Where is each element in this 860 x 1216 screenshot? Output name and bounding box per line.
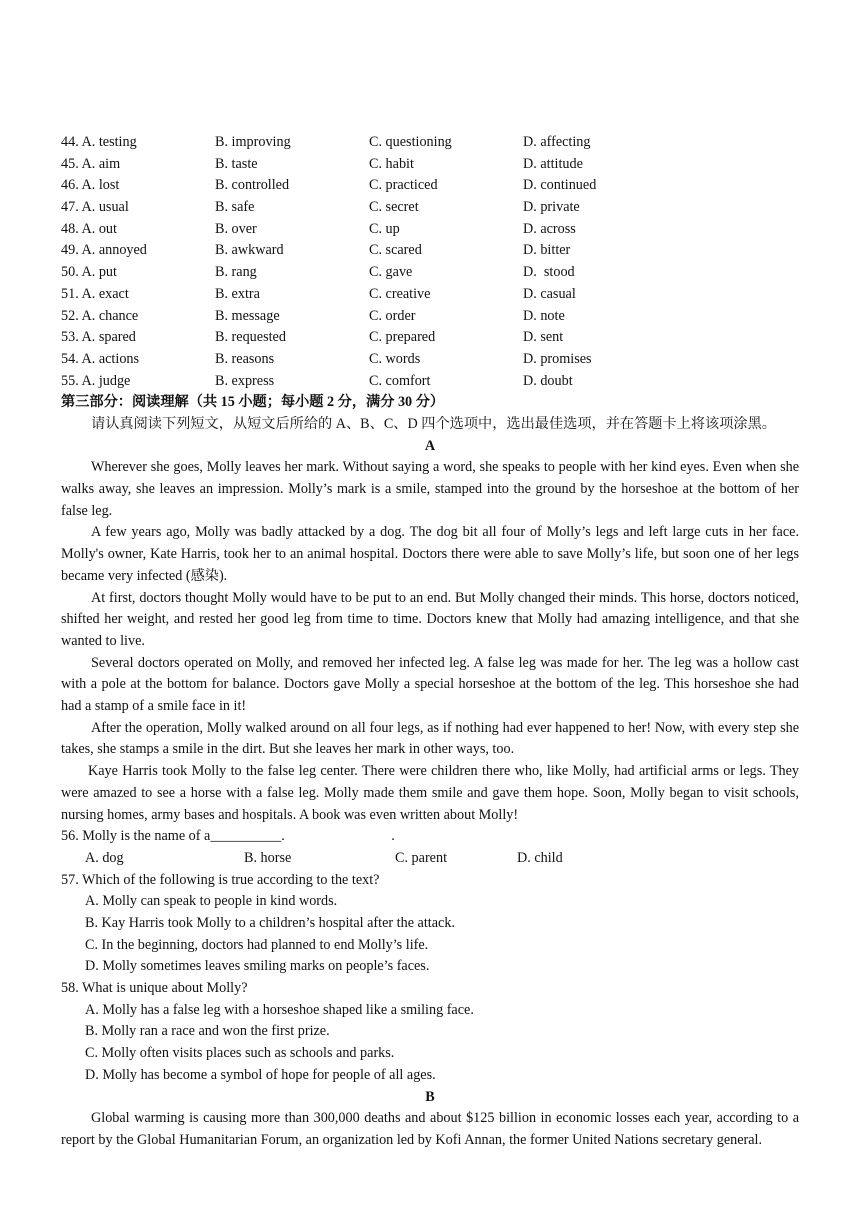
option-d: D. child xyxy=(517,849,563,866)
option-d: D. Molly sometimes leaves smiling marks on people’s faces. xyxy=(85,958,430,975)
passage-paragraph: Wherever she goes, Molly leaves her mark. Without saying a word, she speaks to people with her kind eyes. Even when she walks away, she leaves an impression. Molly’s mark is a smile, stamped into the ground by the horseshoe at the bottom of her false leg. xyxy=(61,459,799,519)
option-a: 53. A. spared xyxy=(61,329,136,346)
question-56-stem: 56. Molly is the name of a__________. . xyxy=(61,828,395,845)
section-title: 第三部分：阅读理解（共 15 小题；每小题 2 分，满分 30 分） xyxy=(61,394,445,411)
option-a: 46. A. lost xyxy=(61,177,120,194)
option-b: B. controlled xyxy=(215,177,290,194)
question-56-options xyxy=(61,848,799,870)
passage-paragraph: After the operation, Molly walked around on all four legs, as if nothing had ever happened to her! Now, with every step she takes, she stamps a smile in the dirt. But she leaves her mark in other ways, too. xyxy=(61,719,799,758)
option-a: A. Molly can speak to people in kind words. xyxy=(85,893,338,910)
option-row xyxy=(61,349,799,371)
option-c: C. comfort xyxy=(369,372,431,389)
option-row xyxy=(61,175,799,197)
passage-paragraph: A few years ago, Molly was badly attacked by a dog. The dog bit all four of Molly’s legs and left large cuts in her face. Molly's owner, Kate Harris, took her to an animal hospital. Doctors there were able to save Molly’s life, but soon one of her legs became very infected (感染). xyxy=(61,524,799,584)
option-d: D. attitude xyxy=(523,155,583,172)
option-row xyxy=(61,240,799,262)
option-c: C. parent xyxy=(395,849,448,866)
option-d: D. across xyxy=(523,220,576,237)
option-a: 48. A. out xyxy=(61,220,117,237)
option-b: B. message xyxy=(215,307,280,324)
question-58-stem: 58. What is unique about Molly? xyxy=(61,980,248,997)
option-c: C. prepared xyxy=(369,329,436,346)
question-57-stem: 57. Which of the following is true according to the text? xyxy=(61,871,380,888)
option-row xyxy=(61,132,799,154)
option-a: 49. A. annoyed xyxy=(61,242,147,259)
option-d: D. sent xyxy=(523,329,564,346)
option-row xyxy=(61,327,799,349)
option-b: B. extra xyxy=(215,285,260,302)
option-row xyxy=(61,306,799,328)
option-c: C. gave xyxy=(369,264,413,281)
passage-a-letter: A xyxy=(424,437,436,454)
option-b: B. over xyxy=(215,220,257,237)
option-b: B. reasons xyxy=(215,350,275,367)
option-b: B. Kay Harris took Molly to a children’s hospital after the attack. xyxy=(85,915,455,932)
passage-paragraph: Global warming is causing more than 300,000 deaths and about $125 billion in economic losses each year, according to a report by the Global Humanitarian Forum, an organization led by Kofi Annan, the former United Nations secretary general. xyxy=(61,1110,799,1148)
option-d: D. promises xyxy=(523,350,592,367)
option-c: C. order xyxy=(369,307,416,324)
option-d: D. bitter xyxy=(523,242,571,259)
option-c: C. scared xyxy=(369,242,422,259)
option-b: B. taste xyxy=(215,155,258,172)
option-b: B. horse xyxy=(244,849,292,866)
option-c: C. habit xyxy=(369,155,414,172)
option-d: D. casual xyxy=(523,285,576,302)
option-b: B. safe xyxy=(215,199,255,216)
option-row xyxy=(61,262,799,284)
option-d: D. continued xyxy=(523,177,597,194)
passage-paragraph: At first, doctors thought Molly would have to be put to an end. But Molly changed their minds. This horse, doctors noticed, shifted her weight, and rested her good leg from time to time. Doctors knew that Molly had amazing intelligence, and that she wanted to live. xyxy=(61,589,799,649)
option-row xyxy=(61,219,799,241)
option-a: 54. A. actions xyxy=(61,350,140,367)
option-row xyxy=(61,284,799,306)
option-c: C. secret xyxy=(369,199,419,216)
option-a: 45. A. aim xyxy=(61,155,121,172)
exam-page xyxy=(61,132,799,1152)
option-a: 51. A. exact xyxy=(61,285,129,302)
option-a: 52. A. chance xyxy=(61,307,139,324)
option-c: C. In the beginning, doctors had planned to end Molly’s life. xyxy=(85,936,429,953)
option-b: B. Molly ran a race and won the first prize. xyxy=(85,1023,330,1040)
passage-paragraph: Several doctors operated on Molly, and removed her infected leg. A false leg was made for her. The leg was a hollow cast with a pole at the bottom for balance. Doctors gave Molly a special horseshoe at the bottom of the leg. This horseshoe she had had a stamp of a smile face in it! xyxy=(61,654,799,715)
option-a: 47. A. usual xyxy=(61,199,129,216)
option-c: C. practiced xyxy=(369,177,438,194)
option-a: 50. A. put xyxy=(61,264,117,281)
option-row xyxy=(61,197,799,219)
option-c: C. words xyxy=(369,350,421,367)
option-a: A. Molly has a false leg with a horseshoe shaped like a smiling face. xyxy=(85,1001,474,1018)
option-b: B. rang xyxy=(215,264,257,281)
passage-paragraph: Kaye Harris took Molly to the false leg center. There were children there who, like Molly, had artificial arms or legs. They were amazed to see a horse with a false leg. Molly made them smile and gave them hope. Soon, Molly began to visit schools, nursing homes, army bases and hospitals. A book was even written about Molly! xyxy=(61,763,799,823)
option-d: D. stood xyxy=(523,264,575,281)
option-d: D. doubt xyxy=(523,372,573,389)
option-row xyxy=(61,371,799,393)
option-c: C. creative xyxy=(369,285,431,302)
option-c: C. questioning xyxy=(369,134,452,150)
section-instruction: 请认真阅读下列短文，从短文后所给的 A、B、C、D 四个选项中，选出最佳选项，并在答题卡上将该项涂黑。 xyxy=(91,415,776,432)
option-b: B. awkward xyxy=(215,242,284,259)
cloze-options xyxy=(61,132,799,392)
option-d: D. Molly has become a symbol of hope for people of all ages. xyxy=(85,1066,436,1083)
option-d: D. private xyxy=(523,199,580,216)
passage-b-letter: B xyxy=(425,1088,435,1105)
option-a: 44. A. testing xyxy=(61,134,137,150)
option-a: 55. A. judge xyxy=(61,372,131,389)
option-b: B. express xyxy=(215,372,275,389)
option-d: D. affecting xyxy=(523,134,591,150)
option-c: C. Molly often visits places such as schools and parks. xyxy=(85,1045,395,1062)
option-a: A. dog xyxy=(85,849,124,866)
option-b: B. improving xyxy=(215,134,291,150)
option-b: B. requested xyxy=(215,329,286,346)
option-row xyxy=(61,154,799,176)
option-c: C. up xyxy=(369,220,400,237)
option-d: D. note xyxy=(523,307,565,324)
